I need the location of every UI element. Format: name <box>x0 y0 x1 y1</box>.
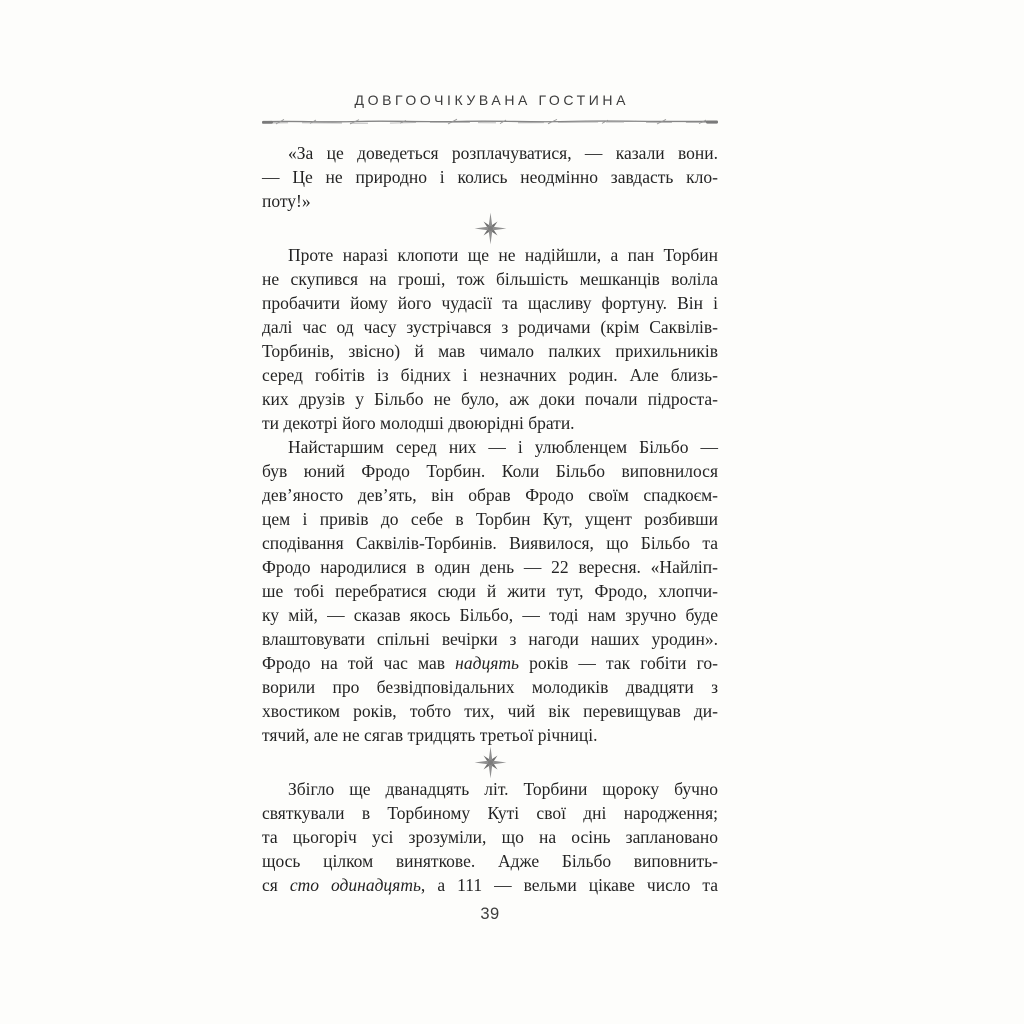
text-segment: ше тобі перебратися сюди й жити тут, Фродо, хлопчи- <box>262 581 718 601</box>
text-segment: хвостиком років, тобто тих, чий вік перевищував ди- <box>262 701 718 721</box>
text-segment: Найстаршим серед них — і улюбленцем Більбо — <box>288 437 718 457</box>
text-segment: серед гобітів із бідних і незначних родин. Але близь- <box>262 365 718 385</box>
text-line <box>262 339 718 363</box>
text-line <box>262 483 718 507</box>
text-line <box>262 873 718 897</box>
italic-text: сто одинадцять <box>289 875 421 895</box>
text-segment: Торбинів, звісно) й мав чимало палких прихильників <box>262 341 718 361</box>
text-segment: , а 111 — вельми цікаве число та <box>420 875 718 895</box>
text-line <box>262 531 718 555</box>
text-line <box>262 165 718 189</box>
text-line <box>262 315 718 339</box>
text-segment: років — так гобіти го- <box>518 653 718 673</box>
text-segment: ся <box>262 875 290 895</box>
italic-text: надцять <box>455 653 519 673</box>
star-icon <box>474 212 507 245</box>
text-line <box>262 603 718 627</box>
text-segment: поту!» <box>262 191 311 211</box>
text-line <box>262 699 718 723</box>
text-line <box>262 849 718 873</box>
text-segment: був юний Фродо Торбин. Коли Більбо виповнилося <box>262 461 718 481</box>
paragraph <box>262 777 718 897</box>
text-segment: дев’яносто дев’ять, він обрав Фродо своїм спадкоєм- <box>262 485 718 505</box>
text-line <box>262 723 718 747</box>
paragraph <box>262 243 718 435</box>
paragraph <box>262 435 718 747</box>
text-line <box>262 801 718 825</box>
text-segment: ворили про безвідповідальних молодиків двадцяти з <box>262 677 718 697</box>
page-number: 39 <box>480 905 500 923</box>
text-segment: «За це доведеться розплачуватися, — казали вони. <box>288 143 718 163</box>
paragraph <box>262 141 718 213</box>
text-line <box>262 267 718 291</box>
text-segment: Збігло ще дванадцять літ. Торбини щороку бучно <box>288 779 718 799</box>
text-segment: ти декотрі його молодші двоюрідні брати. <box>262 413 575 433</box>
text-line <box>262 627 718 651</box>
text-line <box>262 675 718 699</box>
text-segment: святкували в Торбиному Куті свої дні народження; <box>262 803 718 823</box>
text-segment: далі час од часу зустрічався з родичами (крім Саквілів- <box>262 317 718 337</box>
text-line <box>262 411 718 435</box>
text-segment: сподівання Саквілів-Торбинів. Виявилося, що Більбо та <box>262 533 718 553</box>
body-text <box>262 141 718 897</box>
text-line <box>262 777 718 801</box>
text-segment: Проте наразі клопоти ще не надійшли, а пан Торбин <box>288 245 718 265</box>
text-segment: ку мій, — сказав якось Більбо, — тоді нам зручно буде <box>262 605 718 625</box>
text-line <box>262 189 718 213</box>
text-line <box>262 363 718 387</box>
text-line <box>262 459 718 483</box>
text-line <box>262 291 718 315</box>
text-line <box>262 651 718 675</box>
text-segment: Фродо на той час мав <box>262 653 456 673</box>
text-segment: щось цілком виняткове. Адже Більбо виповнить- <box>262 851 718 871</box>
text-line <box>262 579 718 603</box>
star-divider <box>262 213 718 243</box>
text-line <box>262 243 718 267</box>
text-line <box>262 141 718 165</box>
running-header: ДОВГООЧІКУВАНА ГОСТИНА <box>354 92 630 108</box>
text-segment: не скупився на гроші, тож більшість мешканців воліла <box>262 269 718 289</box>
text-segment: Фродо народилися в один день — 22 вересня. «Найліп- <box>262 557 718 577</box>
text-segment: та цьогоріч усі зрозуміли, що на осінь заплановано <box>262 827 718 847</box>
text-line <box>262 507 718 531</box>
text-segment: тячий, але не сягав тридцять третьої річниці. <box>262 725 598 745</box>
text-segment: ких друзів у Більбо не було, аж доки почали підроста- <box>262 389 718 409</box>
sketched-rule-icon <box>262 117 718 126</box>
star-icon <box>474 746 507 779</box>
decorative-rule <box>262 117 718 126</box>
text-column <box>262 92 718 924</box>
text-line <box>262 825 718 849</box>
text-line <box>262 555 718 579</box>
text-segment: — Це не природно і колись неодмінно завдасть кло- <box>262 167 718 187</box>
text-line <box>262 435 718 459</box>
text-segment: влаштовувати спільні вечірки з нагоди наших уродин». <box>262 629 718 649</box>
text-line <box>262 387 718 411</box>
text-segment: пробачити йому його чудасії та щасливу фортуну. Він і <box>262 293 718 313</box>
star-divider <box>262 747 718 777</box>
text-segment: цем і привів до себе в Торбин Кут, ущент розбивши <box>262 509 718 529</box>
